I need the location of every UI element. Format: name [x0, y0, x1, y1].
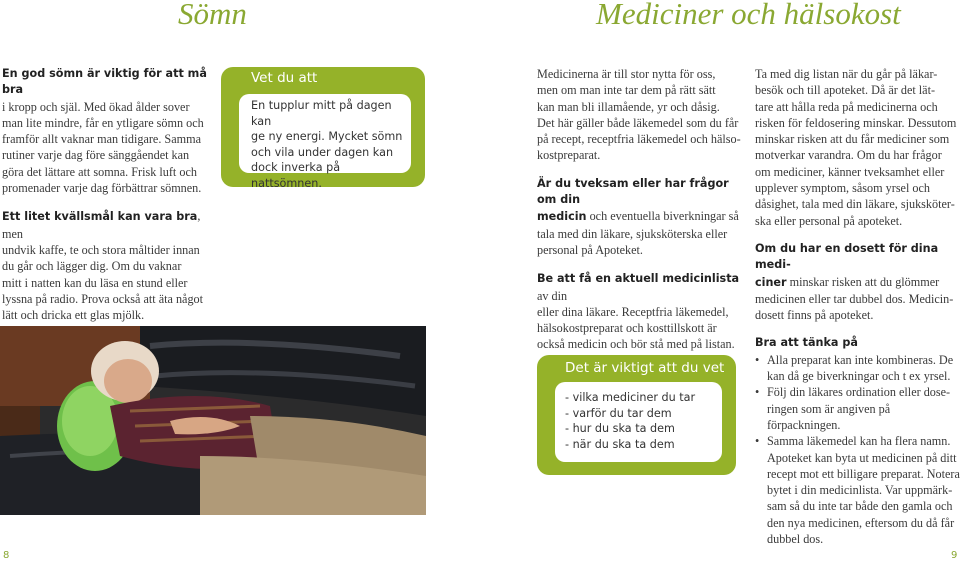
text-line: kostpreparat.	[537, 148, 601, 163]
text-fragment: av din	[537, 288, 568, 303]
page-number-left: 8	[3, 550, 10, 561]
text-line: dubbel dos.	[767, 532, 824, 547]
text-line: eller dina läkare. Receptfria läkemedel,	[537, 304, 729, 319]
text-line: upplever symptom, såsom yrsel och	[755, 181, 930, 196]
text-line: på recept, receptfria läkemedel och hälso-	[537, 132, 741, 147]
questions-line	[537, 208, 742, 225]
text-line: men om man inte tar dem på rätt sätt	[537, 83, 716, 98]
text-line: tare att hålla reda på medicinerna och	[755, 99, 938, 114]
text-line: lyssna på radio. Prova också att äta något	[2, 291, 204, 306]
did-you-know-content	[239, 94, 411, 190]
text-line: tala med din läkare, sjuksköterska eller	[537, 226, 728, 241]
important-to-know-list	[555, 382, 722, 462]
text-line: ska eller personal på apoteket.	[755, 213, 903, 228]
evening-snack-para	[2, 208, 217, 242]
text-line: risken för feldosering minskar. Dessutom	[755, 115, 957, 130]
page-title-left: Sömn	[178, 0, 247, 31]
text-line: Ta med dig listan när du går på läkar-	[755, 67, 938, 81]
text-line: motverkar varandra. Om du har frågor	[755, 148, 942, 163]
list-item: - vilka mediciner du tar	[565, 391, 696, 404]
text-line: kan då ge biverkningar och t ex yrsel.	[767, 369, 951, 384]
sleep-text-column	[2, 66, 217, 323]
medicine-list-para	[537, 270, 742, 304]
medicine-text-column	[537, 66, 742, 353]
list-item: - varför du tar dem	[565, 406, 672, 420]
text-line: • Alla preparat kan inte kombineras. De	[767, 352, 954, 367]
text-line: medicinen eller tar dubbel dos. Medicin-	[755, 291, 954, 306]
text-line: recept mot ett billigare preparat. Notera	[767, 466, 960, 481]
text-line: minskar risken att du får mediciner som	[755, 132, 950, 147]
text-line: besök och till apoteket. Då är det lät-	[755, 83, 936, 98]
text-fragment: , men	[2, 209, 201, 241]
text-fragment: minskar risken att du glömmer	[786, 274, 940, 289]
text-line: bytet i din medicinlista. Var uppmärk-	[767, 483, 953, 498]
sleeping-man-illustration	[0, 326, 426, 515]
text-line: och vila under dagen kan	[251, 145, 394, 159]
important-to-know-title: Det är viktigt att du vet	[565, 360, 725, 376]
text-line: framför allt vaknar man tidigare. Samma	[2, 132, 201, 147]
text-line: • Följ din läkares ordination eller dose-	[767, 385, 951, 400]
questions-heading: Är du tveksam eller har frågor om din	[537, 176, 729, 207]
dosett-line	[755, 274, 960, 291]
text-line: kan man bli illamående, yr och dåsig.	[537, 99, 720, 114]
did-you-know-box	[221, 67, 425, 190]
text-fragment: och eventuella biverkningar så	[586, 209, 739, 224]
sleeping-man-photo	[0, 326, 426, 515]
text-fragment: ciner	[755, 275, 787, 289]
text-line: mitt i natten kan du läsa en stund eller	[2, 275, 188, 290]
text-line: undvik kaffe, te och stora måltider innan	[2, 242, 200, 257]
sleep-intro-heading: En god sömn är viktig för att må bra	[2, 67, 207, 97]
medicine-list-heading: Be att få en aktuell medicinlista	[537, 272, 740, 286]
text-line: också medicin och bör stå med på listan.	[537, 337, 735, 352]
text-line: den nya medicinen, eftersom du då får	[767, 515, 955, 530]
text-line: promenader varje dag förbättrar sömnen.	[2, 181, 202, 196]
text-line: dock inverka på nattsömnen.	[251, 161, 341, 190]
sleep-intro-lines	[2, 99, 217, 197]
list-item: - hur du ska ta dem	[565, 422, 675, 435]
did-you-know-title: Vet du att	[251, 70, 318, 86]
text-line: du går och lägger dig. Om du vaknar	[2, 259, 182, 274]
list-item	[755, 384, 960, 433]
text-line: i kropp och själ. Med ökad ålder sover	[2, 99, 190, 114]
text-line: Det här gäller både läkemedel som du får	[537, 115, 739, 130]
list-item: - när du ska ta dem	[565, 437, 675, 451]
text-line: ge ny energi. Mycket sömn	[251, 130, 403, 143]
text-line: dåsighet, tala med din läkare, sjuksköter-	[755, 197, 955, 212]
text-line: sam så du inte tar både den gamla och	[767, 499, 953, 514]
text-line: hälsokostpreparat och kosttillskott är	[537, 321, 717, 336]
text-line: rutiner varje dag före sänggåendet kan	[2, 148, 190, 163]
page-title-right: Mediciner och hälsokost	[596, 0, 901, 31]
text-line: om mediciner, känner tveksamhet eller	[755, 164, 945, 179]
text-line: lätt och dricka ett glas mjölk.	[2, 308, 145, 323]
text-line: En tupplur mitt på dagen kan	[251, 99, 392, 128]
good-to-think-heading: Bra att tänka på	[755, 336, 858, 350]
text-line: ringen som är angiven på förpackningen.	[767, 401, 891, 432]
text-line: dosett finns på apoteket.	[755, 308, 874, 323]
medicine-text-column-2	[755, 66, 960, 547]
good-to-think-list	[755, 352, 960, 548]
list-item	[755, 352, 960, 385]
text-fragment: medicin	[537, 210, 587, 224]
text-line: • Samma läkemedel kan ha flera namn.	[767, 434, 951, 449]
list-item	[755, 433, 960, 547]
evening-snack-heading: Ett litet kvällsmål kan vara bra	[2, 210, 198, 224]
text-line: Apoteket kan byta ut medicinen på ditt	[767, 450, 957, 465]
dosett-heading: Om du har en dosett för dina medi-	[755, 241, 939, 272]
text-line: Medicinerna är till stor nytta för oss,	[537, 67, 716, 81]
important-to-know-box	[537, 355, 736, 475]
text-line: personal på Apoteket.	[537, 242, 643, 257]
text-line: man lite mindre, får en ytligare sömn och	[2, 115, 204, 130]
text-line: göra det lättare att somna. Frisk luft och	[2, 164, 197, 179]
page-number-right: 9	[951, 550, 958, 561]
